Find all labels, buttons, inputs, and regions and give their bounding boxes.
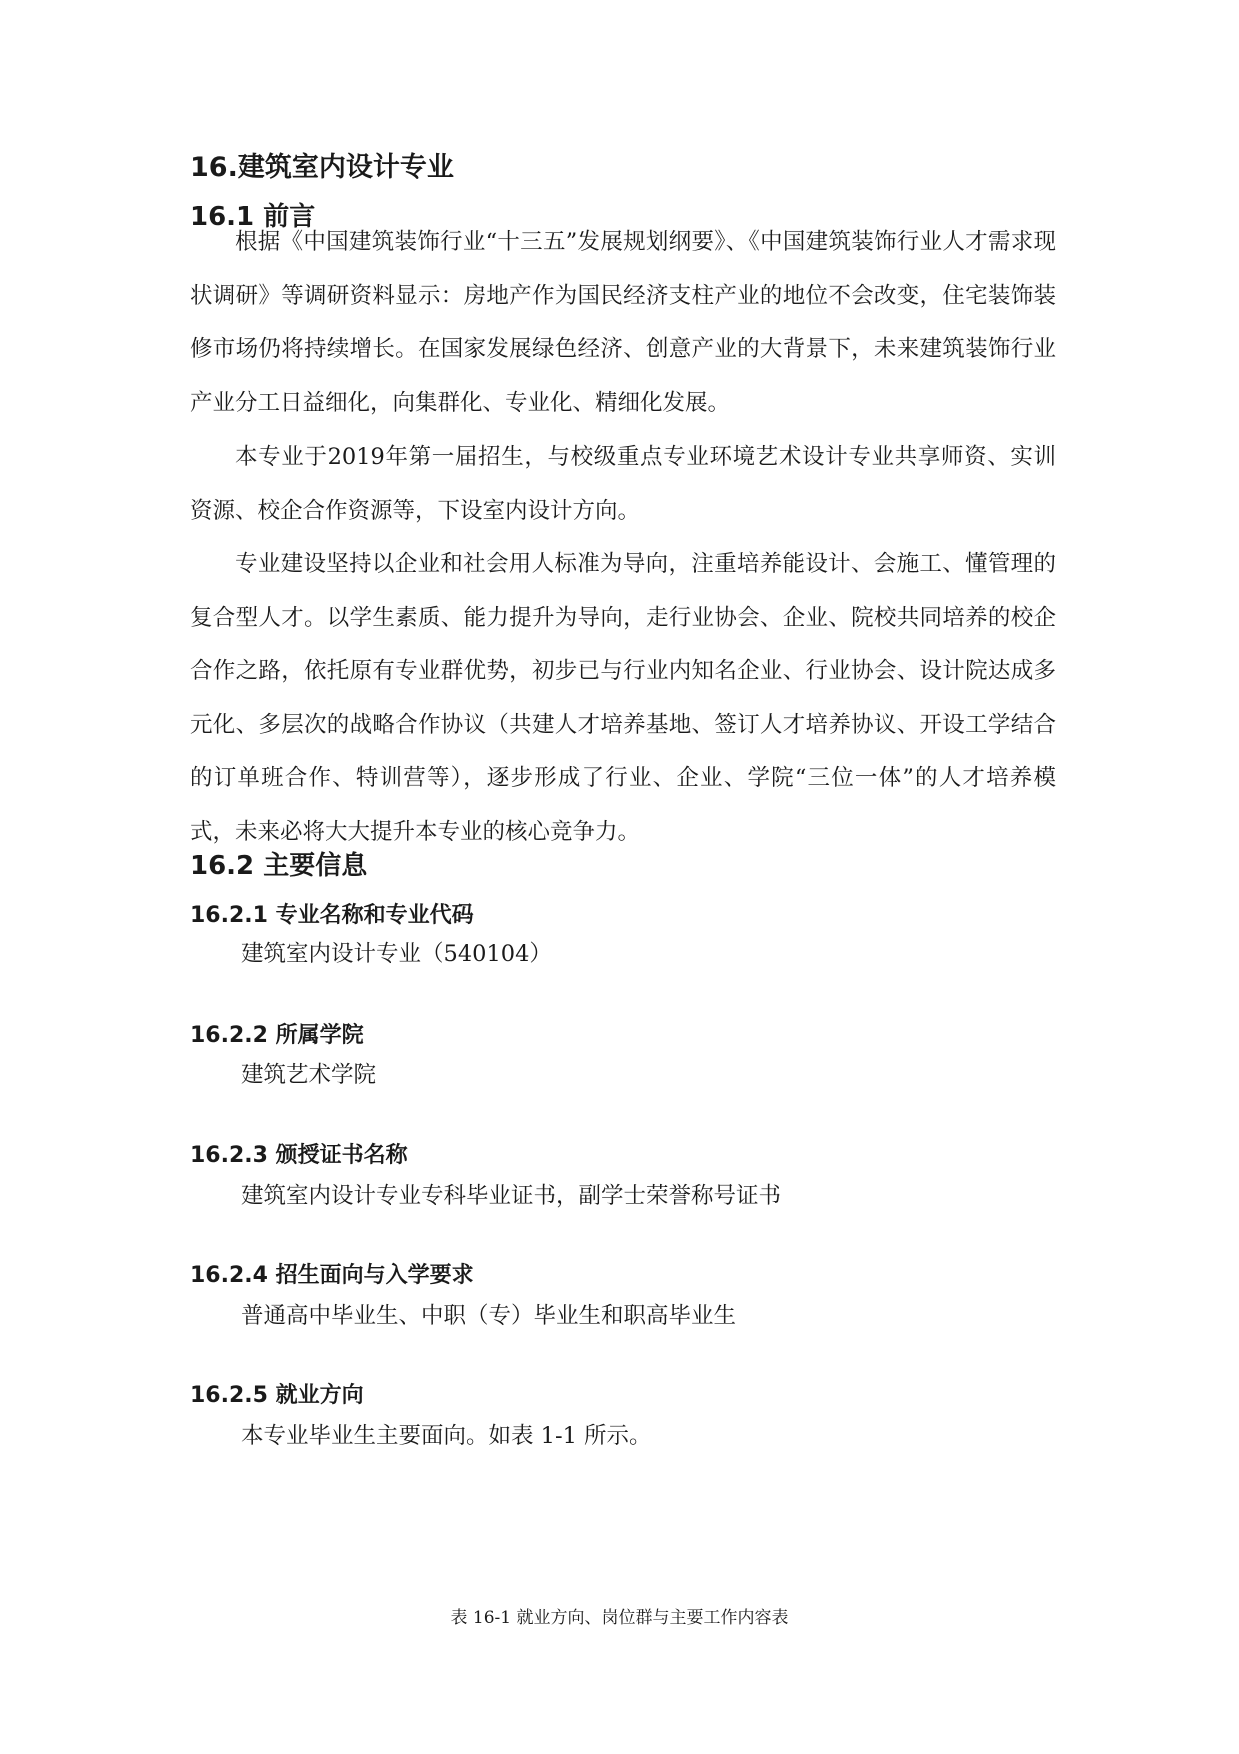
section-heading-main-info: 16.2 主要信息 bbox=[190, 851, 368, 881]
admission-text: 普通高中毕业生、中职（专）毕业生和职高毕业生 bbox=[241, 1303, 737, 1329]
preface-paragraph-2: 本专业于2019年第一届招生，与校级重点专业环境艺术设计专业共享师资、实训资源、校企合作资源等，下设室内设计方向。 bbox=[190, 444, 1056, 524]
certificate-text: 建筑室内设计专业专科毕业证书，副学士荣誉称号证书 bbox=[241, 1183, 782, 1209]
employment-text: 本专业毕业生主要面向。如表 1-1 所示。 bbox=[241, 1423, 652, 1449]
subsection-heading-certificate: 16.2.3 颁授证书名称 bbox=[190, 1143, 408, 1168]
preface-paragraph-3: 专业建设坚持以企业和社会用人标准为导向，注重培养能设计、会施工、懂管理的复合型人才。以学生素质、能力提升为导向，走行业协会、企业、院校共同培养的校企合作之路，依托原有专业群优势，初步已与行业内知名企业、行业协会、设计院达成多元化、多层次的战略合作协议（共建人才培养基地、签订人才培养协议、开设工学结合的订单班合作、特训营等），逐步形成了行业、企业、学院“三位一体”的人才培养模式，未来必将大大提升本专业的核心竞争力。 bbox=[190, 551, 1056, 845]
college-text: 建筑艺术学院 bbox=[241, 1062, 377, 1088]
chapter-title: 16.建筑室内设计专业 bbox=[190, 152, 454, 183]
subsection-heading-major-name: 16.2.1 专业名称和专业代码 bbox=[190, 903, 474, 928]
subsection-heading-college: 16.2.2 所属学院 bbox=[190, 1023, 364, 1048]
table-caption: 表 16-1 就业方向、岗位群与主要工作内容表 bbox=[450, 1608, 789, 1628]
subsection-heading-employment: 16.2.5 就业方向 bbox=[190, 1383, 364, 1408]
subsection-heading-admission: 16.2.4 招生面向与入学要求 bbox=[190, 1263, 474, 1288]
section-heading-preface: 16.1 前言 bbox=[190, 202, 316, 232]
preface-paragraph-1: 根据《中国建筑装饰行业“十三五”发展规划纲要》、《中国建筑装饰行业人才需求现状调研》等调研资料显示：房地产作为国民经济支柱产业的地位不会改变，住宅装饰装修市场仍将持续增长。在国家发展绿色经济、创意产业的大背景下，未来建筑装饰行业产业分工日益细化，向集群化、专业化、精细化发展。 bbox=[190, 229, 1056, 416]
major-name-text: 建筑室内设计专业（540104） bbox=[241, 941, 552, 967]
